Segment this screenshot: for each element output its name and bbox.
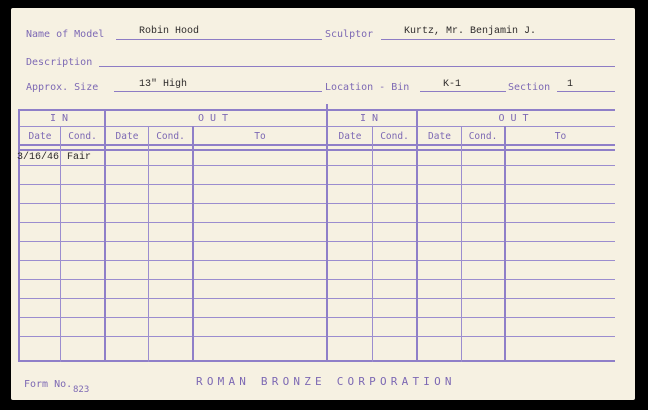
size-underline — [114, 91, 322, 92]
description-underline — [99, 66, 615, 67]
table-left-edge — [18, 109, 20, 362]
table-row-line — [18, 298, 615, 299]
left-in-header: IN — [49, 113, 75, 124]
col-header-date: Date — [338, 131, 362, 142]
table-row-line — [18, 241, 615, 242]
col-divider — [60, 126, 61, 362]
table-row-line — [18, 165, 615, 166]
col-header-date: Date — [28, 131, 52, 142]
size-value: 13" High — [139, 79, 188, 90]
table-header-divider — [18, 144, 615, 146]
table-row-line — [18, 279, 615, 280]
description-label: Description — [26, 57, 93, 68]
size-label: Approx. Size — [26, 82, 99, 93]
form-number-value: 823 — [73, 385, 90, 395]
col-divider — [504, 126, 506, 362]
group-divider — [104, 109, 106, 362]
table-row-line — [18, 203, 615, 204]
center-divider — [326, 104, 328, 362]
table-row-line — [18, 184, 615, 185]
location-value: K-1 — [443, 79, 462, 90]
table-row-line — [18, 317, 615, 318]
location-underline — [420, 91, 506, 92]
col-header-cond: Cond. — [156, 131, 185, 142]
table-row-line — [18, 260, 615, 261]
group-divider — [416, 109, 418, 362]
section-value: 1 — [567, 79, 574, 90]
model-name-label: Name of Model — [26, 29, 105, 40]
table-bottom-line — [18, 360, 615, 362]
right-in-header: IN — [359, 113, 385, 124]
row1-in-date: 3/16/46 — [17, 152, 60, 163]
section-underline — [557, 91, 615, 92]
table-group-divider — [18, 126, 615, 127]
col-header-to: To — [254, 131, 266, 142]
table-row-line — [18, 336, 615, 337]
row1-in-cond: Fair — [67, 152, 92, 163]
col-divider — [372, 126, 373, 362]
left-out-header: OUT — [197, 113, 235, 124]
location-label: Location - Bin — [325, 82, 410, 93]
col-divider — [192, 126, 194, 362]
col-header-cond: Cond. — [68, 131, 97, 142]
table-row-line — [18, 222, 615, 223]
form-number-label: Form No. — [24, 379, 73, 390]
section-label: Section — [508, 82, 551, 93]
col-divider — [461, 126, 462, 362]
table-header-divider-2 — [18, 149, 615, 151]
catalog-card — [11, 8, 635, 400]
col-header-date: Date — [115, 131, 139, 142]
col-header-cond: Cond. — [380, 131, 409, 142]
sculptor-value: Kurtz, Mr. Benjamin J. — [404, 26, 537, 37]
table-top-line — [18, 109, 615, 111]
col-header-to: To — [554, 131, 567, 142]
company-name: ROMAN BRONZE CORPORATION — [196, 375, 456, 388]
model-name-underline — [116, 39, 322, 40]
col-divider — [148, 126, 149, 362]
col-header-cond: Cond. — [468, 131, 498, 142]
right-out-header: OUT — [498, 113, 535, 124]
sculptor-underline — [381, 39, 615, 40]
model-name-value: Robin Hood — [139, 26, 200, 37]
col-header-date: Date — [428, 131, 451, 142]
sculptor-label: Sculptor — [325, 29, 374, 40]
